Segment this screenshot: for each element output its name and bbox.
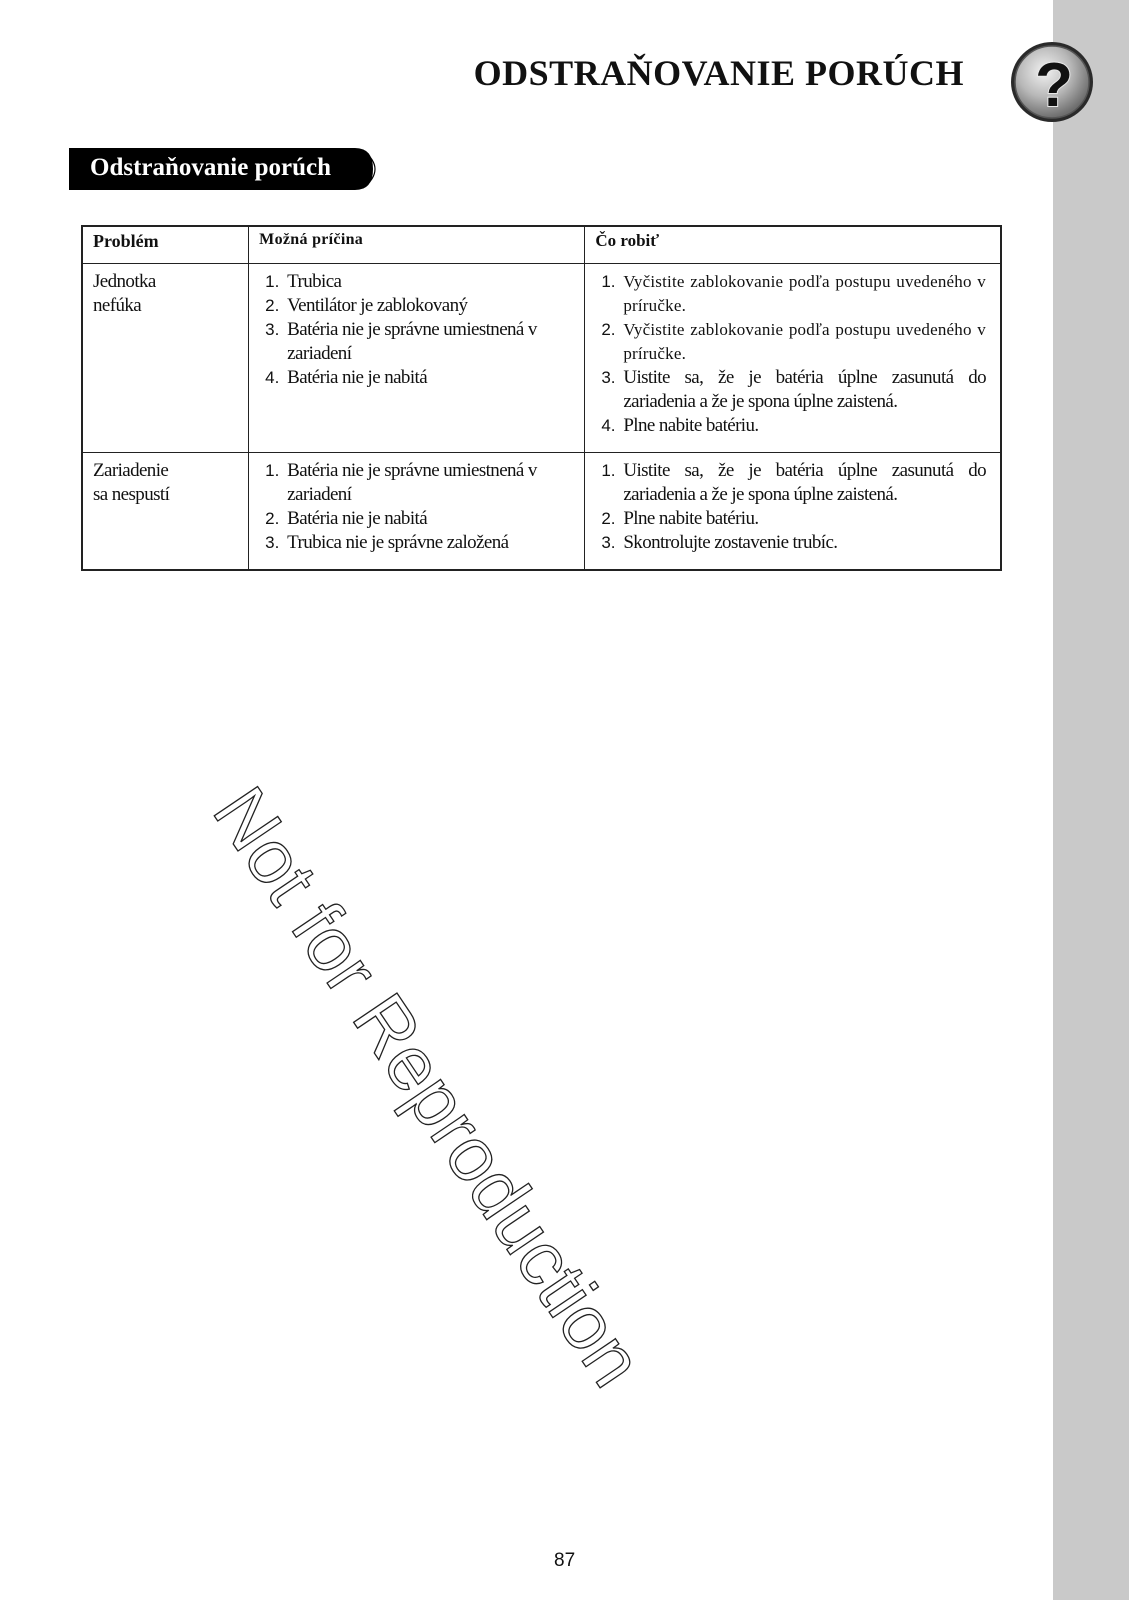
list-item: 1. Batéria nie je správne umiestnená v zariadení (265, 460, 537, 505)
cause-text: Batéria nie je správne umiestnená v zariadení (287, 319, 537, 364)
list-item: 1. Trubica (265, 271, 342, 292)
question-mark-icon (1008, 39, 1096, 125)
problem-text: Jednotka nefúka (93, 271, 156, 316)
cause-cell (249, 453, 585, 571)
list-item: 2. Ventilátor je zablokovaný (265, 295, 468, 316)
action-text: Skontrolujte zostavenie trubíc. (623, 532, 838, 553)
action-text: Vyčistite zablokovanie podľa postupu uvedeného v príručke. (623, 272, 986, 315)
section-title: Odstraňovanie porúch (90, 154, 332, 181)
side-bar (1053, 0, 1129, 1600)
list-item: 4. Plne nabite batériu. (601, 415, 759, 436)
cause-text: Batéria nie je správne umiestnená v zariadení (287, 460, 537, 505)
troubleshooting-table (81, 225, 1002, 571)
action-text: Plne nabite batériu. (623, 508, 759, 529)
page-title: ODSTRAŇOVANIE PORÚCH (473, 53, 964, 93)
svg-text:?: ? (1035, 51, 1073, 120)
problem-text: Zariadenie sa nespustí (93, 460, 170, 505)
column-header-action: Čo robiť (585, 226, 1001, 264)
list-item: 3. Uistite sa, že je batéria úplne zasunutá do zariadenia a že je spona úplne zaistená. (601, 367, 986, 412)
list-item: 1. Vyčistite zablokovanie podľa postupu uvedeného v príručke. (601, 272, 986, 315)
column-header-problem: Problém (82, 226, 249, 264)
column-header-cause: Možná príčina (249, 226, 585, 264)
cause-text: Trubica nie je správne založená (287, 532, 509, 553)
action-text: Uistite sa, že je batéria úplne zasunutá do zariadenia a že je spona úplne zaistená. (623, 367, 986, 412)
list-item: 3. Trubica nie je správne založená (265, 532, 509, 553)
list-item: 2. Vyčistite zablokovanie podľa postupu uvedeného v príručke. (601, 320, 986, 363)
problem-cell (82, 453, 249, 571)
section-banner (69, 148, 379, 190)
table-row (82, 264, 1001, 453)
list-item: 2. Plne nabite batériu. (601, 508, 759, 529)
cause-cell (249, 264, 585, 453)
action-text: Uistite sa, že je batéria úplne zasunutá do zariadenia a že je spona úplne zaistená. (623, 460, 986, 505)
table-row (82, 453, 1001, 571)
cause-text: Batéria nie je nabitá (287, 367, 428, 388)
action-cell (585, 453, 1001, 571)
cause-text: Trubica (287, 271, 342, 292)
action-cell (585, 264, 1001, 453)
list-item: 1. Uistite sa, že je batéria úplne zasunutá do zariadenia a že je spona úplne zaistená. (601, 460, 986, 505)
list-item: 3. Batéria nie je správne umiestnená v zariadení (265, 319, 537, 364)
cause-text: Batéria nie je nabitá (287, 508, 428, 529)
watermark: Not for Reproduction (196, 772, 660, 1402)
action-text: Vyčistite zablokovanie podľa postupu uvedeného v príručke. (623, 320, 986, 363)
list-item: 3. Skontrolujte zostavenie trubíc. (601, 532, 838, 553)
list-item: 2. Batéria nie je nabitá (265, 508, 428, 529)
list-item: 4. Batéria nie je nabitá (265, 367, 428, 388)
table-header-row (82, 226, 1001, 264)
action-text: Plne nabite batériu. (623, 415, 759, 436)
cause-text: Ventilátor je zablokovaný (287, 295, 468, 316)
page-number: 87 (554, 1550, 576, 1571)
problem-cell (82, 264, 249, 453)
